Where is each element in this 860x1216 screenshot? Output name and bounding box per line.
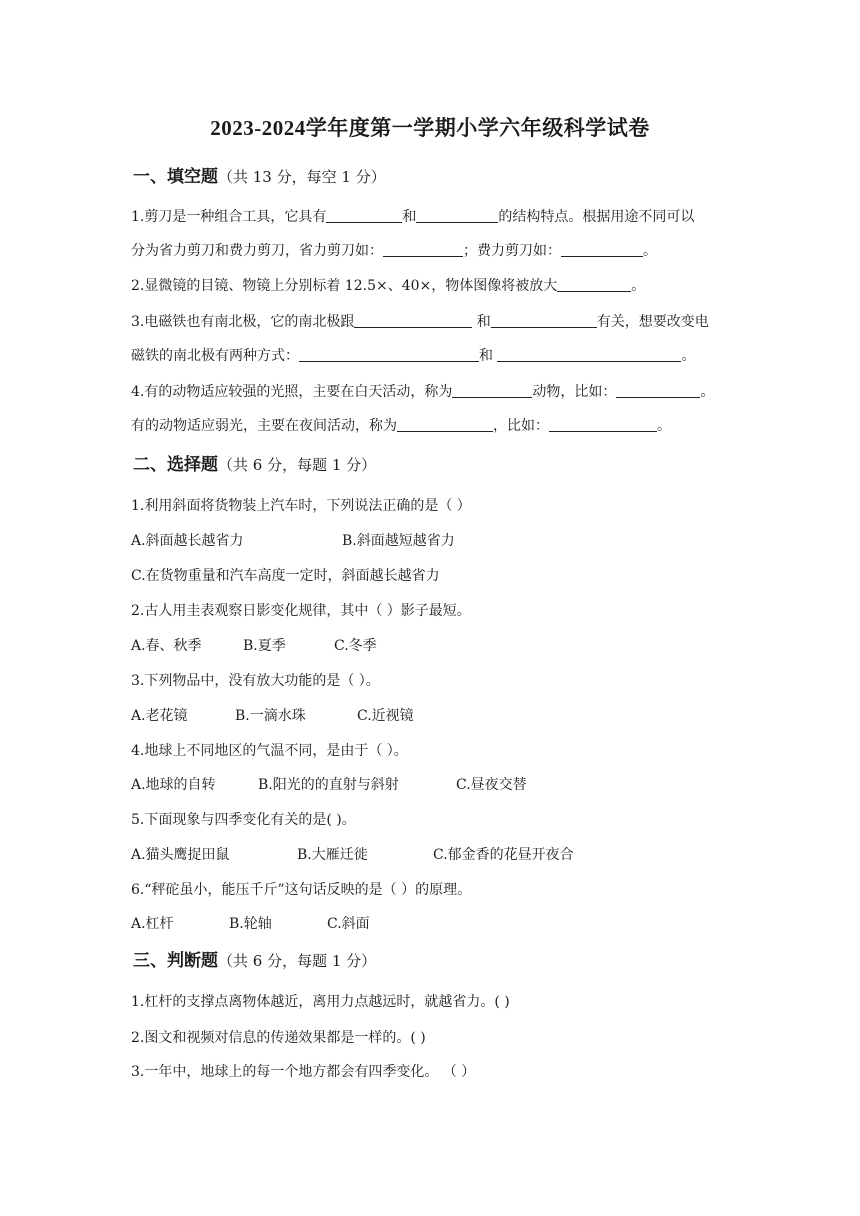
- option-b[interactable]: B.夏季: [243, 638, 286, 654]
- choice-q1-stem: 1.利用斜面将货物装上汽车时，下列说法正确的是（ ）: [131, 498, 471, 514]
- section-note: （共 6 分，每题 1 分）: [218, 456, 377, 474]
- answer-blank[interactable]: [452, 383, 532, 398]
- section-heading-fill: [133, 162, 386, 187]
- answer-blank[interactable]: [397, 417, 493, 432]
- option-a[interactable]: A.斜面越长越省力: [131, 533, 244, 549]
- question-text: 磁铁的南北极有两种方式：: [131, 348, 299, 364]
- judge-q3: 3.一年中，地球上的每一个地方都会有四季变化。 （ ）: [131, 1064, 476, 1080]
- answer-blank[interactable]: [491, 313, 597, 328]
- section-title: 三、判断题: [133, 951, 218, 971]
- answer-blank[interactable]: [416, 208, 498, 223]
- answer-blank[interactable]: [549, 417, 657, 432]
- question-text: 。: [657, 418, 671, 434]
- question-text: 和: [479, 348, 498, 364]
- answer-blank[interactable]: [299, 347, 479, 362]
- choice-q3-stem: 3.下列物品中，没有放大功能的是（ ）。: [131, 673, 380, 689]
- choice-q5-options: [131, 844, 574, 864]
- question-text: 。: [631, 278, 646, 294]
- question-text: 2.显微镜的目镜、物镜上分别标着 12.5×、40×，物体图像将被放大: [131, 278, 558, 294]
- answer-blank[interactable]: [383, 242, 463, 257]
- option-a[interactable]: A.杠杆: [131, 916, 174, 932]
- choice-q6-options: [131, 913, 370, 933]
- exam-title: 2023-2024学年度第一学期小学六年级科学试卷: [210, 116, 650, 140]
- choice-q5-stem: 5.下面现象与四季变化有关的是( )。: [131, 812, 356, 828]
- option-c[interactable]: C.冬季: [334, 638, 377, 654]
- fill-q2: [131, 275, 645, 295]
- option-c[interactable]: C.郁金香的花昼开夜合: [433, 847, 574, 863]
- question-text: 1.剪刀是一种组合工具，它具有: [131, 209, 327, 225]
- fill-q1-line1: [131, 206, 694, 226]
- choice-q6-stem: 6.“秤砣虽小，能压千斤”这句话反映的是（ ）的原理。: [131, 882, 472, 898]
- fill-q3-line2: [131, 345, 695, 365]
- option-c[interactable]: C.斜面: [327, 916, 370, 932]
- section-note: （共 6 分，每题 1 分）: [218, 952, 377, 970]
- question-text: 有关，想要改变电: [596, 314, 709, 330]
- option-a[interactable]: A.老花镜: [131, 708, 188, 724]
- choice-q2-options: [131, 635, 377, 655]
- answer-blank[interactable]: [561, 242, 643, 257]
- fill-q4-line2: [131, 415, 671, 435]
- question-text: 和: [472, 314, 491, 330]
- choice-q3-options: [131, 705, 414, 725]
- option-c[interactable]: C.昼夜交替: [456, 777, 527, 793]
- fill-q4-line1: [131, 381, 714, 401]
- choice-q4-stem: 4.地球上不同地区的气温不同，是由于（ ）。: [131, 743, 408, 759]
- question-text: 。: [700, 384, 715, 400]
- question-text: 有的动物适应弱光，主要在夜间活动，称为: [131, 418, 397, 434]
- section-title: 一、填空题: [133, 167, 218, 187]
- judge-q2: 2.图文和视频对信息的传递效果都是一样的。( ): [131, 1030, 426, 1046]
- choice-q1-options: [131, 530, 455, 550]
- choice-q2-stem: 2.古人用圭表观察日影变化规律，其中（ ）影子最短。: [131, 603, 471, 619]
- fill-q1-line2: [131, 240, 657, 260]
- option-a[interactable]: A.地球的自转: [131, 777, 216, 793]
- option-b[interactable]: B.大雁迁徙: [297, 847, 368, 863]
- answer-blank[interactable]: [354, 313, 472, 328]
- judge-q1: 1.杠杆的支撑点离物体越近，离用力点越远时，就越省力。( ): [131, 994, 510, 1010]
- option-c[interactable]: C.在货物重量和汽车高度一定时，斜面越长越省力: [131, 568, 440, 584]
- option-b[interactable]: B.阳光的的直射与斜射: [258, 777, 399, 793]
- question-text: 和: [402, 209, 417, 225]
- question-text: 4.有的动物适应较强的光照，主要在白天活动，称为: [131, 384, 453, 400]
- section-title: 二、选择题: [133, 455, 218, 475]
- answer-blank[interactable]: [557, 277, 631, 292]
- question-text: ，比如：: [493, 418, 549, 434]
- option-b[interactable]: B.一滴水珠: [235, 708, 306, 724]
- choice-q4-options: [131, 774, 527, 794]
- section-note: （共 13 分，每空 1 分）: [218, 168, 386, 186]
- fill-q3-line1: [131, 311, 709, 331]
- question-text: ；费力剪刀如：: [463, 243, 561, 259]
- section-heading-judge: [133, 946, 376, 971]
- option-a[interactable]: A.春、秋季: [131, 638, 202, 654]
- question-text: 分为省力剪刀和费力剪刀，省力剪刀如：: [131, 243, 383, 259]
- question-text: 的结构特点。根据用途不同可以: [498, 209, 695, 225]
- answer-blank[interactable]: [616, 383, 700, 398]
- option-b[interactable]: B.斜面越短越省力: [342, 533, 455, 549]
- question-text: 动物，比如：: [532, 384, 617, 400]
- option-c[interactable]: C.近视镜: [357, 708, 414, 724]
- answer-blank[interactable]: [326, 208, 402, 223]
- question-text: 。: [681, 348, 696, 364]
- option-b[interactable]: B.轮轴: [229, 916, 272, 932]
- question-text: 。: [643, 243, 657, 259]
- option-a[interactable]: A.猫头鹰捉田鼠: [131, 847, 230, 863]
- question-text: 3.电磁铁也有南北极，它的南北极跟: [131, 314, 355, 330]
- answer-blank[interactable]: [497, 347, 681, 362]
- section-heading-choice: [133, 450, 376, 475]
